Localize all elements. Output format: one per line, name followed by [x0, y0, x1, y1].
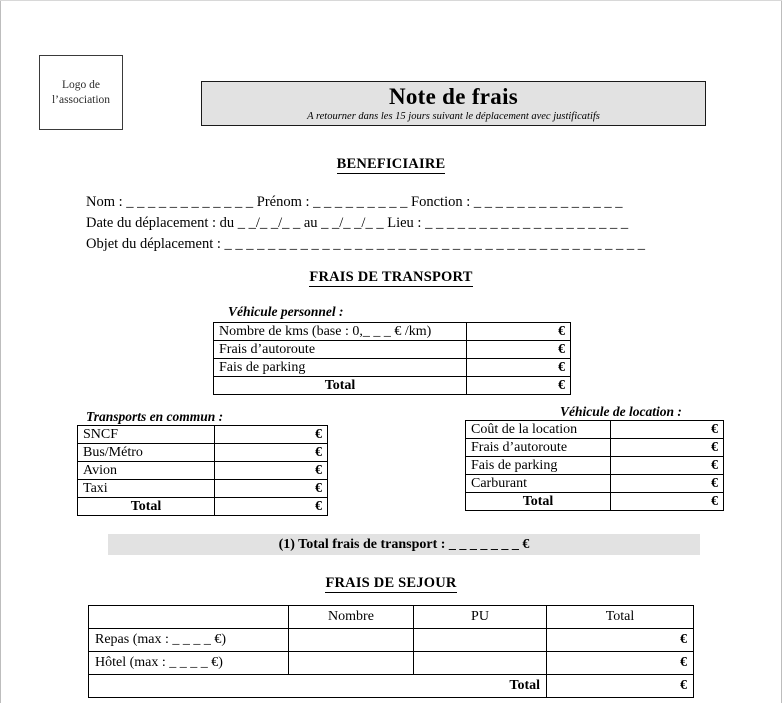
row-label-cout-location: Coût de la location	[466, 421, 611, 439]
table-row-total	[466, 493, 724, 511]
table-row	[466, 439, 724, 457]
table-row	[78, 444, 328, 462]
row-label-total: Total	[78, 498, 215, 516]
row-amount-carburant[interactable]: €	[611, 475, 724, 493]
table-row	[89, 652, 694, 675]
table-row	[214, 359, 571, 377]
row-label-fais-parking: Fais de parking	[466, 457, 611, 475]
row-amount-total[interactable]: €	[215, 498, 328, 516]
page-border-top	[0, 0, 782, 1]
label-vehicule-de-location: Véhicule de location :	[560, 404, 682, 419]
document-subtitle: A retourner dans les 15 jours suivant le déplacement avec justificatifs	[307, 111, 600, 122]
table-row	[466, 475, 724, 493]
row-label-total: Total	[214, 377, 467, 395]
table-row	[89, 629, 694, 652]
row-nombre-repas[interactable]	[289, 629, 414, 652]
row-amount-bus-metro[interactable]: €	[215, 444, 328, 462]
row-label-total: Total	[89, 675, 547, 698]
section-heading-beneficiaire-text: BENEFICIAIRE	[336, 156, 446, 172]
row-total-hotel[interactable]: €	[547, 652, 694, 675]
row-amount-frais-autoroute[interactable]: €	[467, 341, 571, 359]
row-label-taxi: Taxi	[78, 480, 215, 498]
table-row-total	[89, 675, 694, 698]
row-amount-cout-location[interactable]: €	[611, 421, 724, 439]
row-amount-total[interactable]: €	[547, 675, 694, 698]
row-label-hotel: Hôtel (max : _ _ _ _ €)	[89, 652, 289, 675]
table-row	[78, 462, 328, 480]
row-pu-hotel[interactable]	[414, 652, 547, 675]
column-header-total: Total	[547, 606, 694, 629]
row-label-frais-autoroute: Frais d’autoroute	[466, 439, 611, 457]
row-pu-repas[interactable]	[414, 629, 547, 652]
row-amount-nombre-kms[interactable]: €	[467, 323, 571, 341]
row-amount-frais-autoroute[interactable]: €	[611, 439, 724, 457]
total-frais-de-transport-bar[interactable]	[108, 534, 700, 555]
column-header-pu: PU	[414, 606, 547, 629]
row-amount-total[interactable]: €	[611, 493, 724, 511]
table-row	[78, 480, 328, 498]
row-label-fais-parking: Fais de parking	[214, 359, 467, 377]
row-label-nombre-kms: Nombre de kms (base : 0,_ _ _ € /km)	[214, 323, 467, 341]
section-heading-frais-de-sejour	[0, 575, 782, 592]
table-header-row	[89, 606, 694, 629]
table-transports-en-commun	[77, 425, 328, 516]
document-title: Note de frais	[388, 84, 519, 109]
row-total-repas[interactable]: €	[547, 629, 694, 652]
page-border-left	[0, 0, 1, 703]
label-vehicule-personnel: Véhicule personnel :	[228, 304, 344, 319]
section-heading-frais-de-sejour-text: FRAIS DE SEJOUR	[325, 575, 457, 591]
column-header-blank	[89, 606, 289, 629]
row-label-bus-metro: Bus/Métro	[78, 444, 215, 462]
row-label-repas: Repas (max : _ _ _ _ €)	[89, 629, 289, 652]
row-label-carburant: Carburant	[466, 475, 611, 493]
row-label-frais-autoroute: Frais d’autoroute	[214, 341, 467, 359]
total-frais-de-transport-text: (1) Total frais de transport : _ _ _ _ _ _ _ €	[278, 536, 530, 552]
table-row	[78, 426, 328, 444]
section-heading-frais-de-transport	[0, 269, 782, 286]
table-row-total	[214, 377, 571, 395]
table-row	[466, 421, 724, 439]
beneficiaire-line-nom-prenom-fonction[interactable]: Nom : _ _ _ _ _ _ _ _ _ _ _ _ Prénom : _ _ _ _ _ _ _ _ _ Fonction : _ _ _ _ _ _ _ _ _ _ _ _ _ _	[86, 194, 623, 210]
row-nombre-hotel[interactable]	[289, 652, 414, 675]
logo-line-1: Logo de	[61, 78, 100, 91]
column-header-nombre: Nombre	[289, 606, 414, 629]
row-amount-total[interactable]: €	[467, 377, 571, 395]
section-heading-frais-de-transport-text: FRAIS DE TRANSPORT	[309, 269, 473, 285]
row-label-sncf: SNCF	[78, 426, 215, 444]
row-amount-fais-parking[interactable]: €	[467, 359, 571, 377]
table-row	[214, 341, 571, 359]
logo-placeholder-box	[39, 55, 123, 130]
beneficiaire-fields	[86, 192, 706, 255]
row-amount-avion[interactable]: €	[215, 462, 328, 480]
table-row	[466, 457, 724, 475]
row-label-avion: Avion	[78, 462, 215, 480]
beneficiaire-line-objet[interactable]: Objet du déplacement : _ _ _ _ _ _ _ _ _ _ _ _ _ _ _ _ _ _ _ _ _ _ _ _ _ _ _ _ _ _ _ _ _ _ _ _ _ _ _	[86, 236, 646, 252]
table-row-total	[78, 498, 328, 516]
section-heading-beneficiaire	[0, 156, 782, 173]
table-vehicule-personnel	[213, 322, 571, 395]
title-banner	[201, 81, 706, 126]
table-row	[214, 323, 571, 341]
table-vehicule-de-location	[465, 420, 724, 511]
row-label-total: Total	[466, 493, 611, 511]
row-amount-fais-parking[interactable]: €	[611, 457, 724, 475]
table-frais-de-sejour	[88, 605, 694, 698]
row-amount-taxi[interactable]: €	[215, 480, 328, 498]
logo-line-2: l’association	[51, 93, 111, 106]
beneficiaire-line-date-lieu[interactable]: Date du déplacement : du _ _/_ _/_ _ au _ _/_ _/_ _ Lieu : _ _ _ _ _ _ _ _ _ _ _ _ _ _ _ _ _ _ _	[86, 215, 629, 231]
label-transports-en-commun: Transports en commun :	[86, 409, 224, 424]
row-amount-sncf[interactable]: €	[215, 426, 328, 444]
